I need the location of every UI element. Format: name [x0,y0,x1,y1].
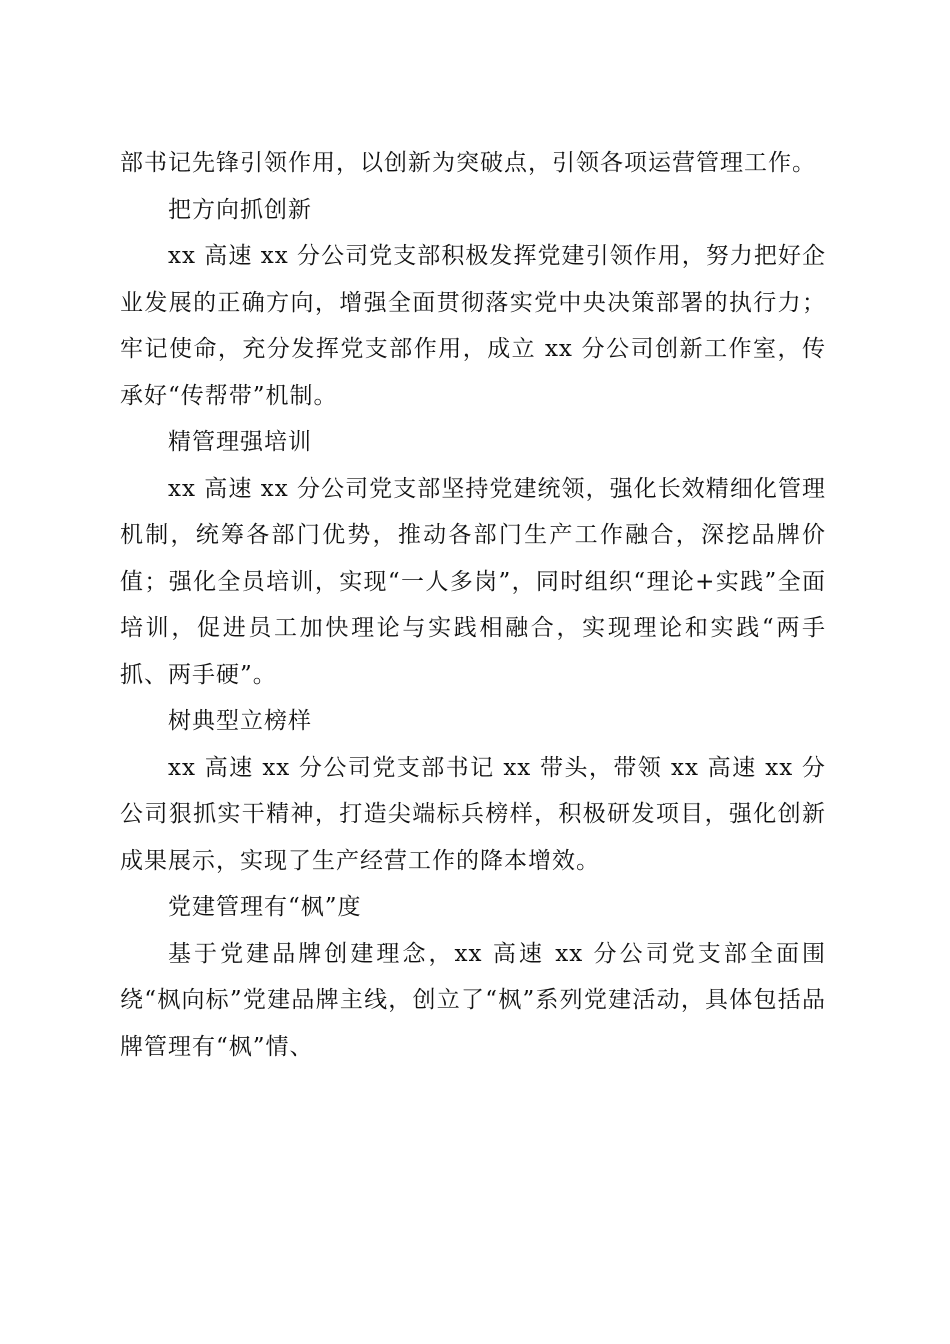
paragraph-direction-innovation: xx 高速 xx 分公司党支部积极发挥党建引领作用，努力把好企业发展的正确方向，增强全面贯彻落实党中央决策部署的执行力；牢记使命，充分发挥党支部作用，成立 xx 分公司创新工作室，传承好“传帮带”机制。 [120,243,826,409]
paragraph-party-building-brand: 基于党建品牌创建理念，xx 高速 xx 分公司党支部全面围绕“枫向标”党建品牌主线，创立了“枫”系列党建活动，具体包括品牌管理有“枫”情、 [120,940,826,1060]
section-heading-direction-innovation: 把方向抓创新 [168,196,312,223]
section-heading-party-building-brand: 党建管理有“枫”度 [168,894,362,920]
section-heading-management-training: 精管理强培训 [168,429,312,455]
paragraph-role-models: xx 高速 xx 分公司党支部书记 xx 带头，带领 xx 高速 xx 分公司狠抓实干精神，打造尖端标兵榜样，积极研发项目，强化创新成果展示，实现了生产经营工作的降本增效。 [120,754,826,874]
document-page [120,140,826,1070]
paragraph-intro-continued: 部书记先锋引领作用，以创新为突破点，引领各项运营管理工作。 [120,150,816,176]
section-heading-role-models: 树典型立榜样 [168,708,312,734]
paragraph-management-training: xx 高速 xx 分公司党支部坚持党建统领，强化长效精细化管理机制，统筹各部门优势，推动各部门生产工作融合，深挖品牌价值；强化全员培训，实现“一人多岗”，同时组织“理论+实践”全面培训，促进员工加快理论与实践相融合，实现理论和实践“两手抓、两手硬”。 [120,475,826,688]
